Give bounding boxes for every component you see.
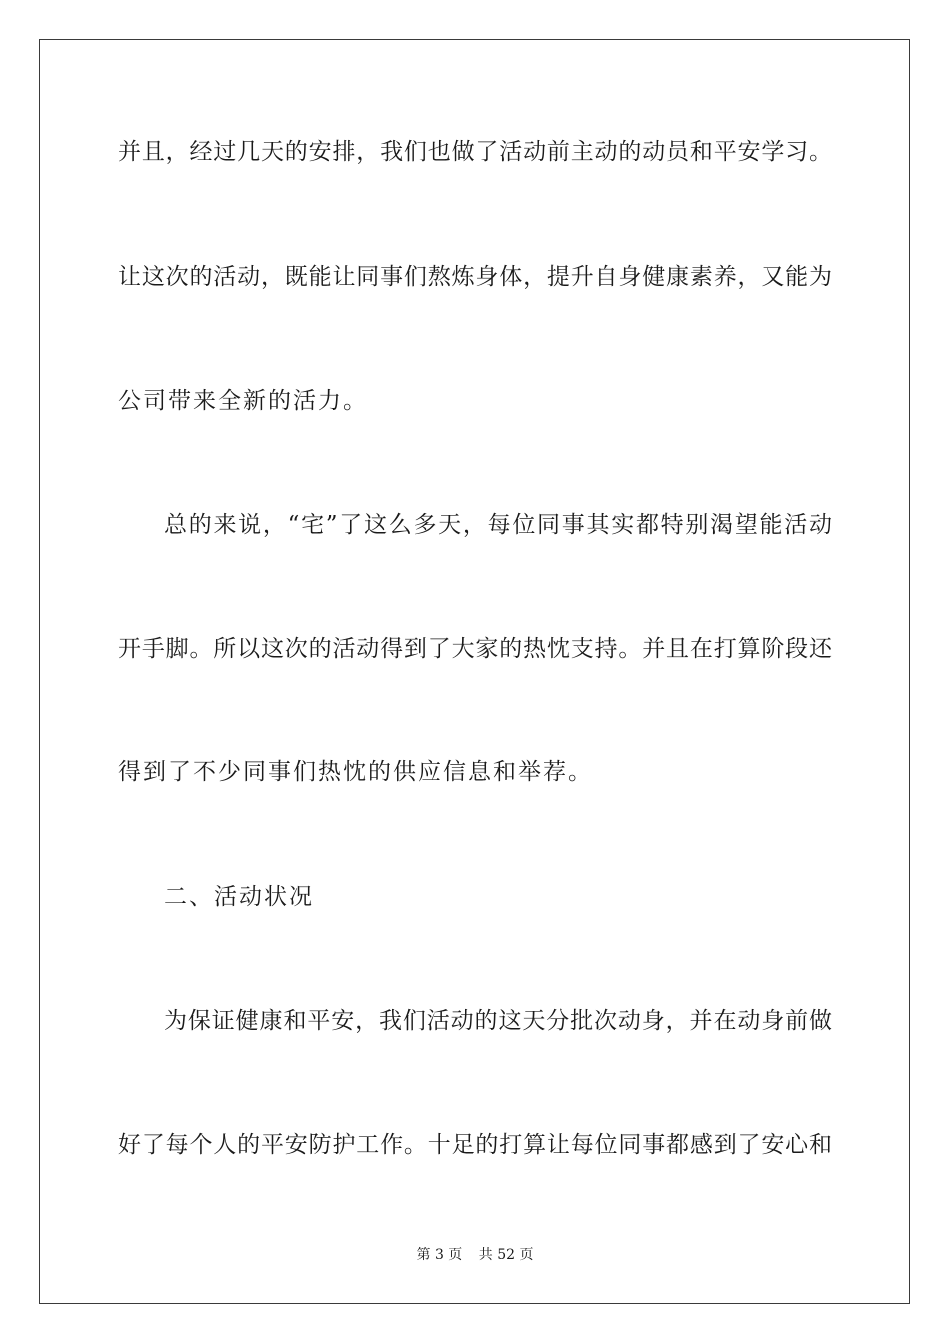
body-text-line: 公司带来全新的活力。 xyxy=(118,388,368,414)
page-total: 共 52 页 xyxy=(478,1247,534,1263)
section-heading: 二、活动状况 xyxy=(164,884,314,910)
page-footer xyxy=(0,1246,950,1264)
body-text-line: 让这次的活动，既能让同事们熬炼身体，提升自身健康素养，又能为 xyxy=(118,264,832,290)
body-text-line: 得到了不少同事们热忱的供应信息和举荐。 xyxy=(118,759,593,785)
body-text-line: 并且，经过几天的安排，我们也做了活动前主动的动员和平安学习。 xyxy=(118,139,832,165)
page-border xyxy=(39,39,910,1304)
body-text-line: 总的来说，“宅”了这么多天，每位同事其实都特别渴望能活动 xyxy=(164,512,832,538)
body-text-line: 为保证健康和平安，我们活动的这天分批次动身，并在动身前做 xyxy=(164,1008,832,1034)
body-text-line: 好了每个人的平安防护工作。十足的打算让每位同事都感到了安心和 xyxy=(118,1132,832,1158)
page-number: 第 3 页 xyxy=(416,1247,463,1263)
body-text-line: 开手脚。所以这次的活动得到了大家的热忱支持。并且在打算阶段还 xyxy=(118,636,832,662)
